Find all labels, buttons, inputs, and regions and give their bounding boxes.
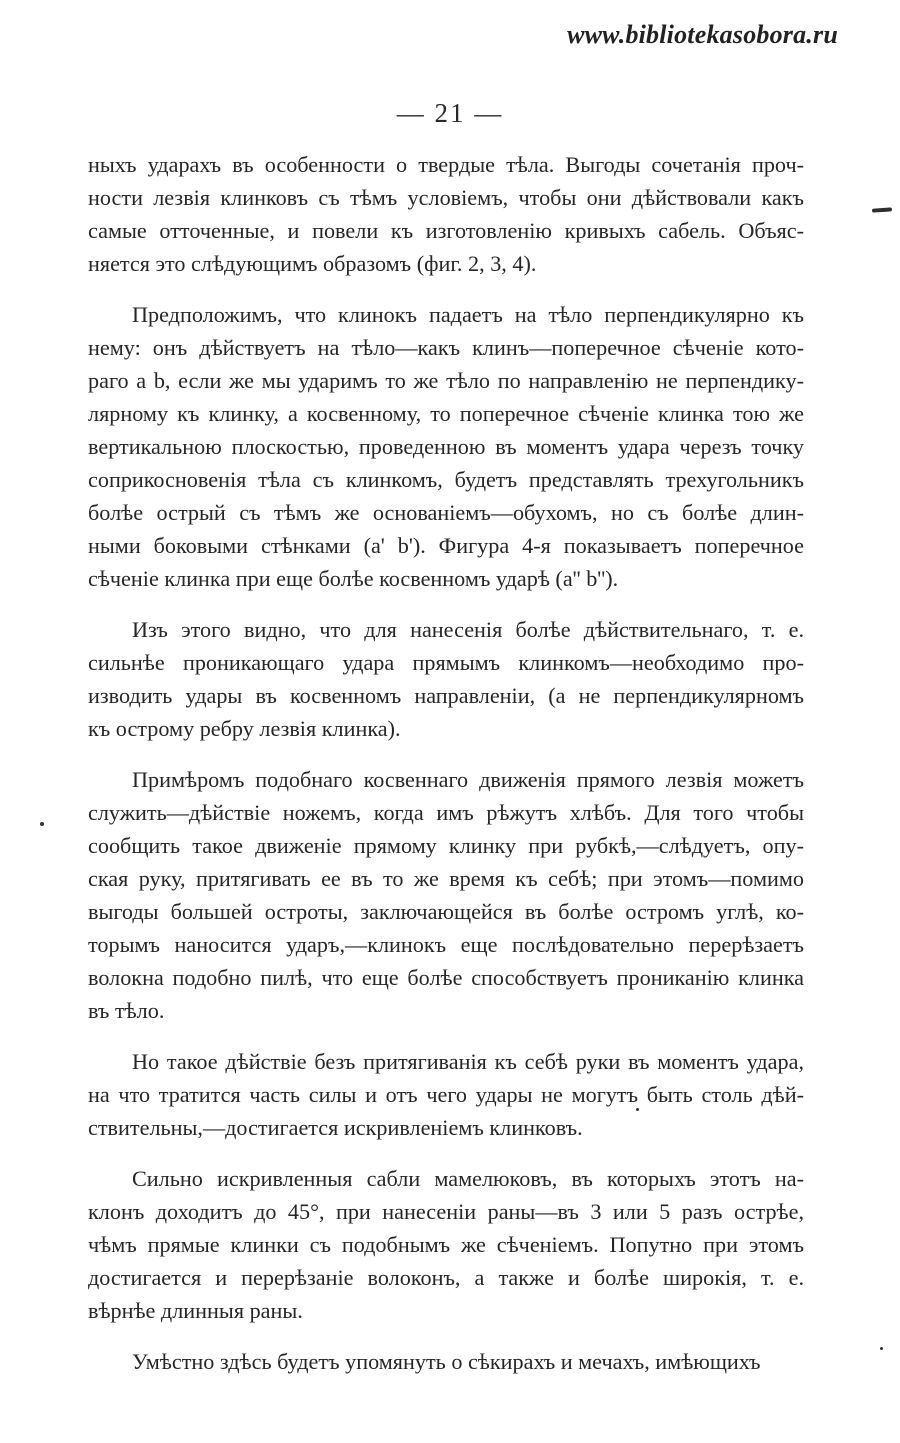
text-line: няется это слѣдующимъ образомъ (фиг. 2, 3, 4). bbox=[88, 251, 537, 276]
text-line: клонъ доходитъ до 45°, при нанесеніи раны—въ 3 или 5 разъ острѣе, bbox=[88, 1199, 804, 1224]
text-line: Примѣромъ подобнаго косвеннаго движенія прямого лезвія можетъ bbox=[132, 767, 804, 792]
text-line: Сильно искривленныя сабли мамелюковъ, въ которыхъ этотъ на- bbox=[132, 1166, 804, 1191]
margin-mark bbox=[872, 207, 892, 212]
text-line: служить—дѣйствіе ножемъ, когда имъ рѣжутъ хлѣбъ. Для того чтобы bbox=[88, 800, 804, 825]
text-line: сообщить такое движеніе прямому клинку при рубкѣ,—слѣдуетъ, опу- bbox=[88, 833, 804, 858]
page-body bbox=[88, 148, 804, 1396]
text-line: ности лезвія клинковъ съ тѣмъ условіемъ, чтобы они дѣйствовали какъ bbox=[88, 185, 804, 210]
paragraph bbox=[88, 148, 804, 280]
text-line: торымъ наносится ударъ,—клинокъ еще послѣдовательно перерѣзаетъ bbox=[88, 932, 804, 957]
text-line: ныхъ ударахъ въ особенности о твердые тѣла. Выгоды сочетанія проч- bbox=[88, 152, 804, 177]
text-line: вѣрнѣе длинныя раны. bbox=[88, 1298, 303, 1323]
text-line: раго a b, если же мы ударимъ то же тѣло по направленію не перпендику- bbox=[88, 368, 804, 393]
text-line: сильнѣе проникающаго удара прямымъ клинкомъ—необходимо про- bbox=[88, 650, 804, 675]
paragraph bbox=[88, 1045, 804, 1144]
text-line: соприкосновенія тѣла съ клинкомъ, будетъ представлять трехугольникъ bbox=[88, 467, 804, 492]
text-line: Изъ этого видно, что для нанесенія болѣе дѣйствительнаго, т. е. bbox=[132, 617, 804, 642]
text-line: Умѣстно здѣсь будетъ упомянуть о сѣкирахъ и мечахъ, имѣющихъ bbox=[132, 1349, 761, 1374]
text-line: ными боковыми стѣнками (a' b'). Фигура 4-я показываетъ поперечное bbox=[88, 533, 804, 558]
text-line: на что тратится часть силы и отъ чего удары не могутъ быть столь дѣй- bbox=[88, 1082, 804, 1107]
text-line: въ тѣло. bbox=[88, 998, 165, 1023]
paragraph bbox=[88, 1345, 804, 1378]
text-line: достигается и перерѣзаніе волоконъ, а также и болѣе широкія, т. е. bbox=[88, 1265, 804, 1290]
text-line: изводить удары въ косвенномъ направленіи, (а не перпендикулярномъ bbox=[88, 683, 804, 708]
text-line: лярному къ клинку, а косвенному, то поперечное сѣченіе клинка тою же bbox=[88, 401, 804, 426]
text-line: къ острому ребру лезвія клинка). bbox=[88, 716, 401, 741]
text-line: Но такое дѣйствіе безъ притягиванія къ себѣ руки въ моментъ удара, bbox=[132, 1049, 804, 1074]
text-line: сѣченіе клинка при еще болѣе косвенномъ ударѣ (a'' b''). bbox=[88, 566, 619, 591]
text-line: чѣмъ прямые клинки съ подобнымъ же сѣченіемъ. Попутно при этомъ bbox=[88, 1232, 804, 1257]
page-number: — 21 — bbox=[396, 98, 504, 128]
watermark: www.bibliotekasobora.ru bbox=[567, 20, 838, 49]
text-line: ствительны,—достигается искривленіемъ клинковъ. bbox=[88, 1115, 583, 1140]
paragraph bbox=[88, 613, 804, 745]
paragraph bbox=[88, 298, 804, 595]
paragraph bbox=[88, 1162, 804, 1327]
paragraph bbox=[88, 763, 804, 1027]
text-line: выгоды большей остроты, заключающейся въ болѣе остромъ углѣ, ко- bbox=[88, 899, 804, 924]
text-line: Предположимъ, что клинокъ падаетъ на тѣло перпендикулярно къ bbox=[132, 302, 804, 327]
text-line: ская руку, притягивать ее въ то же время къ себѣ; при этомъ—помимо bbox=[88, 866, 804, 891]
text-line: самые отточенные, и повели къ изготовленію кривыхъ сабель. Объяс- bbox=[88, 218, 804, 243]
text-line: нему: онъ дѣйствуетъ на тѣло—какъ клинъ—поперечное сѣченіе кото- bbox=[88, 335, 804, 360]
text-line: волокна подобно пилѣ, что еще болѣе способствуетъ прониканію клинка bbox=[88, 965, 804, 990]
ink-speck bbox=[880, 1347, 883, 1350]
ink-speck bbox=[40, 822, 44, 826]
ink-speck bbox=[636, 1108, 639, 1111]
text-line: болѣе острый съ тѣмъ же основаніемъ—обухомъ, но съ болѣе длин- bbox=[88, 500, 804, 525]
text-line: вертикальною плоскостью, проведенною въ моментъ удара черезъ точку bbox=[88, 434, 804, 459]
